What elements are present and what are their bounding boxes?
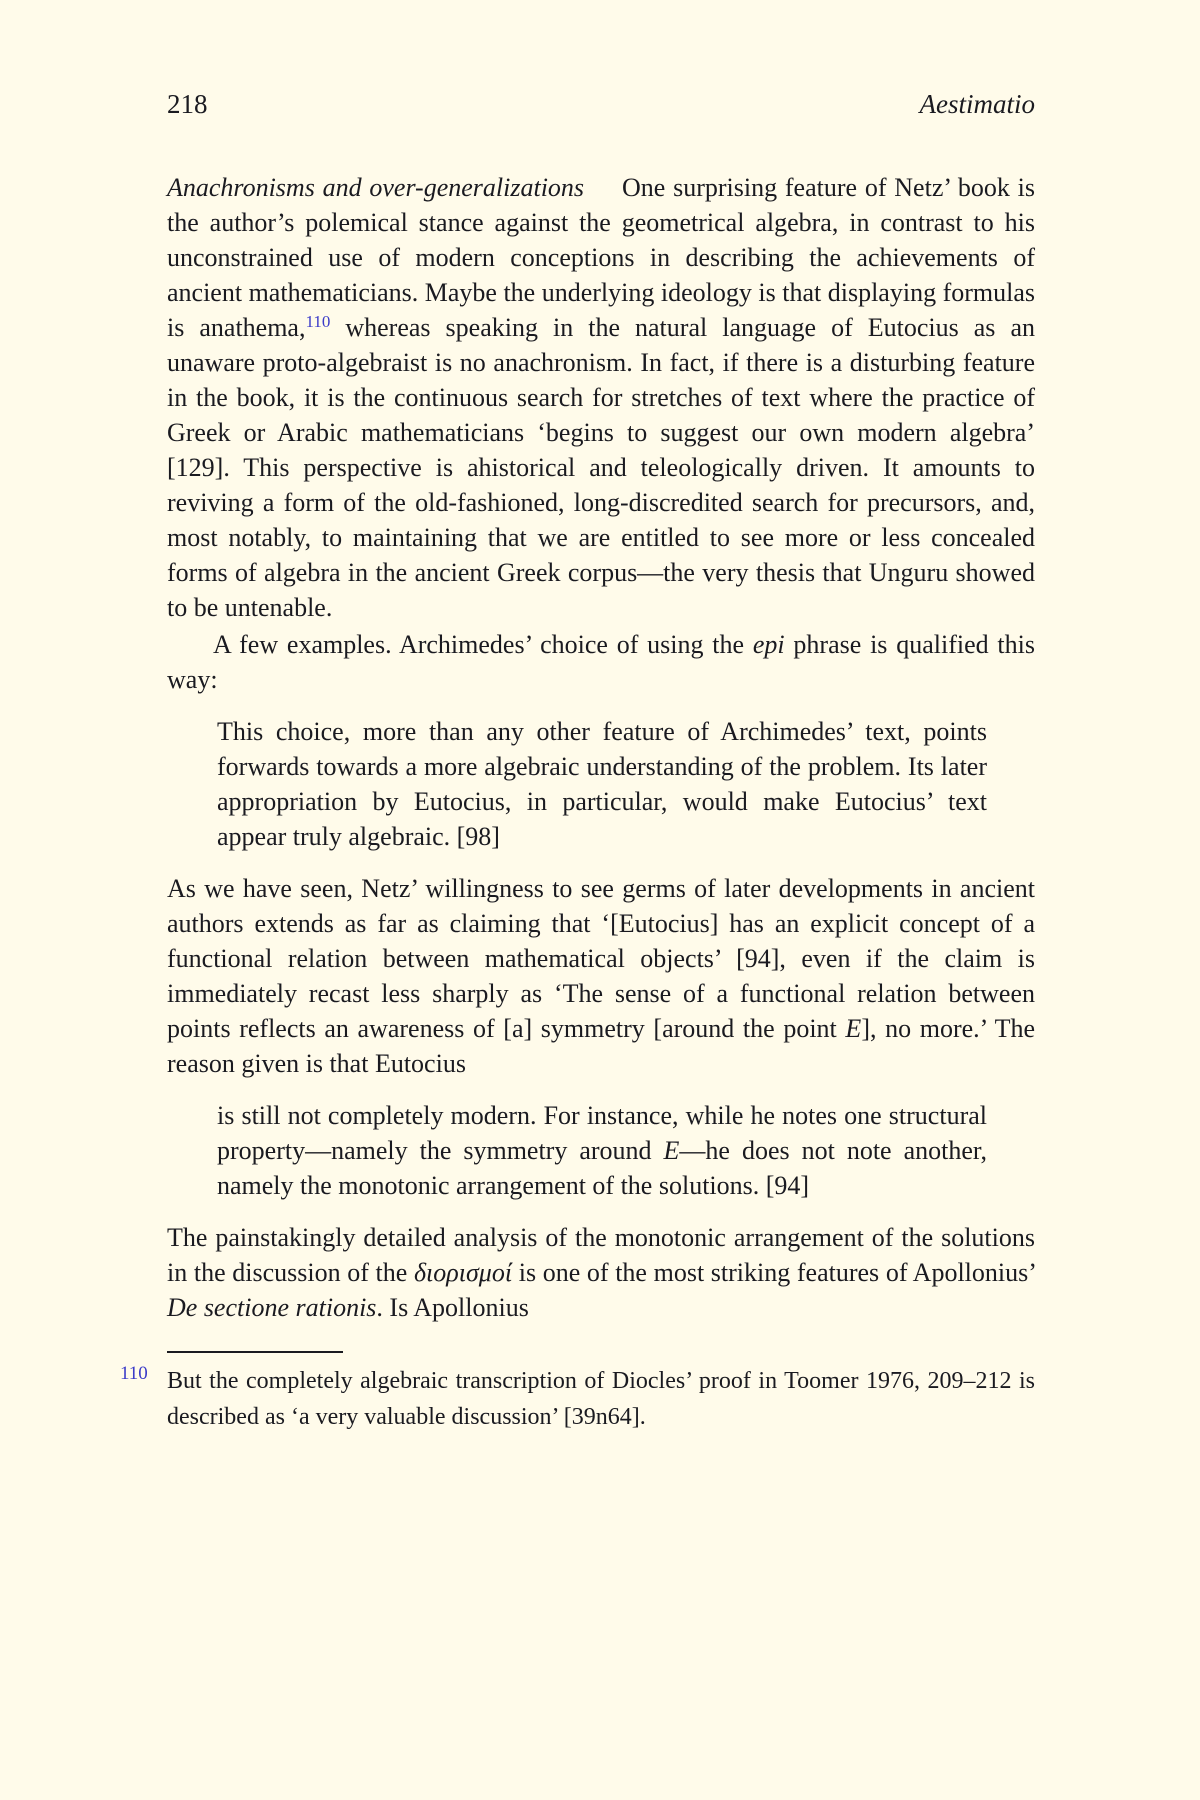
text-run: De sectione rationis [167, 1293, 377, 1322]
text-run: phrase is qualified this way: [167, 630, 1035, 694]
paragraph-examples [167, 627, 1035, 697]
text-run: is one of the most striking features of Apollonius’ [512, 1258, 1035, 1287]
text-run: But the completely algebraic transcription of Diocles’ proof in Toomer 1976, 209–212 is described as ‘a very valuable discussion’ [39n64]. [167, 1368, 1035, 1430]
text-run: The painstakingly detailed analysis of the monotonic arrangement of the solutions in the discussion of the [167, 1223, 1035, 1287]
text-run: διορισμοί [413, 1258, 513, 1287]
text-run: is still not completely modern. For instance, while he notes one structural property—namely the symmetry around [217, 1101, 987, 1165]
text-run: A few examples. Archimedes’ choice of using the [213, 630, 753, 659]
blockquote-eutocius-modern [217, 1098, 987, 1203]
text-run: E [845, 1014, 862, 1043]
section-heading: Anachronisms and over-generalizations [167, 173, 585, 202]
text-run: ], no more.’ The reason given is that Eutocius [167, 1014, 1035, 1078]
footnote-area [120, 1351, 1035, 1435]
text-run: As we have seen, Netz’ willingness to see germs of later developments in ancient authors extends as far as claiming that ‘[Eutocius] has an explicit concept of a functional relation between mathematical objects’ [94], even if the claim is immediately recast less sharply as ‘The sense of a functional relation between points reflects an awareness of [a] symmetry [around the point [167, 874, 1035, 1043]
page-body [167, 170, 1035, 1325]
blockquote-archimedes-choice [217, 714, 987, 854]
footnote-ref-110[interactable]: 110 [305, 312, 331, 331]
paragraph-anachronisms [167, 170, 1035, 625]
page-number: 218 [167, 89, 208, 119]
paragraph-painstaking-analysis [167, 1220, 1035, 1325]
text-run: E [663, 1136, 680, 1165]
text-run: epi [752, 630, 785, 659]
running-title: Aestimatio [919, 89, 1035, 119]
paragraph-netz-willingness [167, 871, 1035, 1081]
footnote-text [167, 1363, 1035, 1435]
footnote-marker-110[interactable]: 110 [120, 1363, 148, 1384]
text-run: One surprising feature of Netz’ book is the author’s polemical stance against the geometrical algebra, in contrast to his unconstrained use of modern conceptions in describing the achievements of ancient mathematicians. Maybe the underlying ideology is that displaying formulas is anathema, [167, 173, 1035, 342]
page-header [167, 86, 1035, 122]
text-run: . Is Apollonius [376, 1293, 529, 1322]
text-run: This choice, more than any other feature of Archimedes’ text, points forwards towards a more algebraic understanding of the problem. Its later appropriation by Eutocius, in particular, would make Eutocius’ text appear truly algebraic. [98] [217, 717, 987, 851]
text-run: whereas speaking in the natural language of Eutocius as an unaware proto-algebraist is no anachronism. In fact, if there is a disturbing feature in the book, it is the continuous search for stretches of text where the practice of Greek or Arabic mathematicians ‘begins to suggest our own modern algebra’ [129]. This perspective is ahistorical and teleologically driven. It amounts to reviving a form of the old-fashioned, long-discredited search for precursors, and, most notably, to maintaining that we are entitled to see more or less concealed forms of algebra in the ancient Greek corpus—the very thesis that Unguru showed to be untenable. [167, 313, 1035, 622]
text-run: —he does not note another, namely the monotonic arrangement of the solutions. [94] [217, 1136, 987, 1200]
footnote-rule [167, 1351, 343, 1353]
footnote-body [120, 1363, 1035, 1435]
